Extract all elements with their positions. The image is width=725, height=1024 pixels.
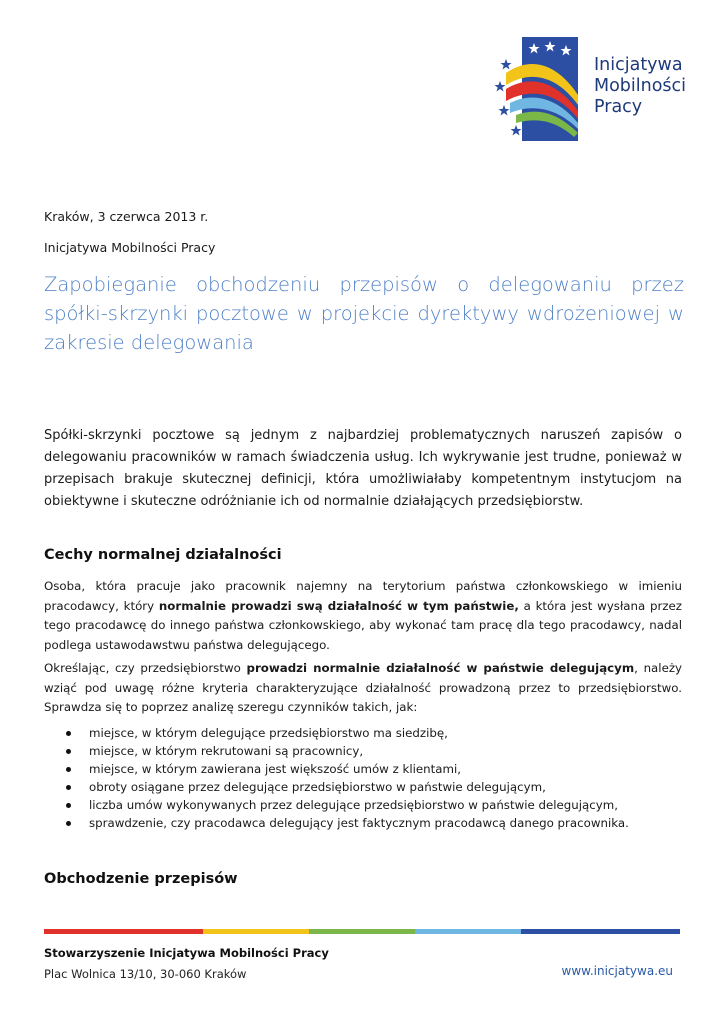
logo-emblem-icon [492,33,584,145]
document-title: Zapobieganie obchodzeniu przepisów o delegowaniu przez spółki-skrzynki pocztowe w projekcie dyrektywy wdrożeniowej w zakresie delegowania [44,273,684,354]
paragraph-bold-text: normalnie prowadzi swą działalność w tym państwie, [158,598,519,613]
section-heading-normal-activity: Cechy normalnej działalności [44,547,282,563]
logo-line-3: Pracy [594,97,643,117]
section-heading-circumvention: Obchodzenie przepisów [44,871,238,887]
paragraph-text: Osoba, która pracuje jako pracownik najemny na terytorium państwa członkowskiego w imieniu pracodawcy, który [44,579,682,613]
footer-organization: Stowarzyszenie Inicjatywa Mobilności Pracy [44,946,329,960]
paragraph-text: Określając, czy przedsiębiorstwo [44,661,247,675]
list-item: sprawdzenie, czy pracodawca delegujący jest faktycznym pracodawcą danego pracownika. [66,814,686,832]
paragraph-posted-worker [44,577,682,655]
list-item: miejsce, w którym delegujące przedsiębiorstwo ma siedzibę, [66,724,686,742]
logo-line-1: Inicjatywa [594,55,683,75]
document-author: Inicjatywa Mobilności Pracy [44,240,216,255]
paragraph-bold-text: prowadzi normalnie działalność w państwie delegującym [246,661,635,675]
logo-wordmark [594,55,686,118]
logo [492,33,692,148]
document-date: Kraków, 3 czerwca 2013 r. [44,209,209,224]
footer-address: Plac Wolnica 13/10, 30-060 Kraków [44,967,247,981]
stripe-segment-yellow [203,929,309,934]
footer-color-stripe [44,929,680,934]
stripe-segment-lightblue [415,929,521,934]
list-item: obroty osiągane przez delegujące przedsiębiorstwo w państwie delegującym, [66,778,686,796]
list-item: miejsce, w którym zawierana jest większość umów z klientami, [66,760,686,778]
logo-line-2: Mobilności [594,76,687,96]
stripe-segment-green [309,929,415,934]
stripe-segment-blue [521,929,680,934]
paragraph-criteria [44,659,682,718]
intro-paragraph: Spółki-skrzynki pocztowe są jednym z najbardziej problematycznych naruszeń zapisów o delegowaniu pracowników w ramach świadczenia usług. Ich wykrywanie jest trudne, ponieważ w przepisach brakuje skutecznej definicji, która umożliwiałaby kompetentnym instytucjom na obiektywne i skuteczne odróżnianie ich od normalnie działających przedsiębiorstw. [44,428,682,509]
paragraph-text: a która jest wysłana przez tego pracodawcę do innego państwa członkowskiego, aby wykonać tam pracę dla tego pracodawcy, nadal podlega ustawodawstwu państwa delegującego. [44,598,682,652]
footer-website-link[interactable]: www.inicjatywa.eu [561,964,673,978]
criteria-list [66,724,686,832]
list-item: liczba umów wykonywanych przez delegujące przedsiębiorstwo w państwie delegującym, [66,796,686,814]
stripe-segment-red [44,929,203,934]
paragraph-text: , należy wziąć pod uwagę różne kryteria charakteryzujące działalność prowadzoną przez to przedsiębiorstwo. Sprawdza się to poprzez analizę szeregu czynników takich, jak: [44,661,682,714]
list-item: miejsce, w którym rekrutowani są pracownicy, [66,742,686,760]
